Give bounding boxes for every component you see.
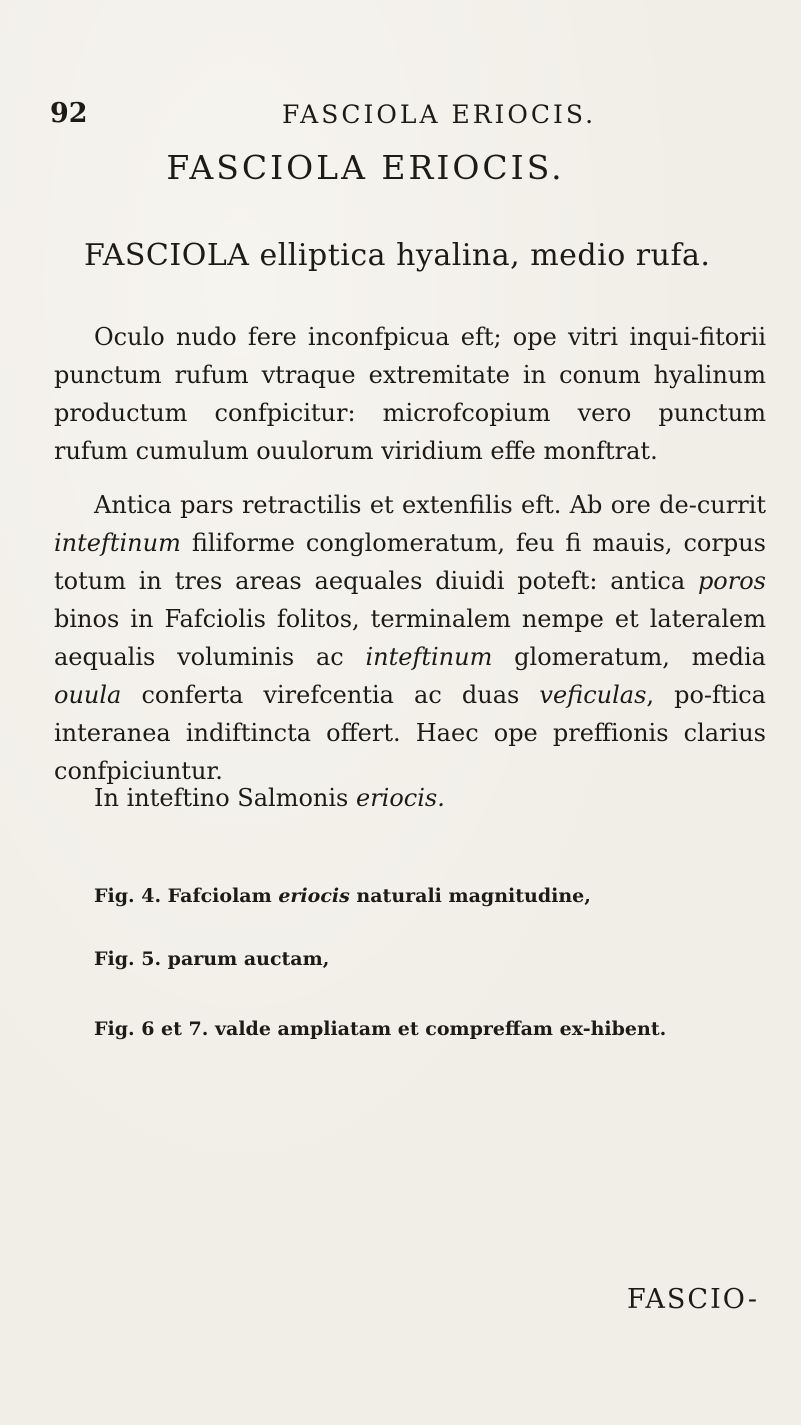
page-header [50, 98, 750, 138]
section-title: FASCIOLA ERIOCIS. [166, 148, 565, 187]
figure-label: Fig. 6 et 7. [94, 1018, 209, 1040]
habitat-text: In inteftino Salmonis [94, 784, 356, 812]
figure-italic: eriocis [278, 885, 350, 907]
italic-term: ouula [54, 681, 122, 709]
paragraph-text: Oculo nudo fere inconfpicua eft; ope vitri inqui-fitorii punctum rufum vtraque extremitate in conum hyalinum productum confpicitur: microfcopium vero punctum rufum cumulum ouulorum viridium effe monftrat. [54, 323, 766, 465]
figure-caption-4 [94, 885, 591, 907]
figure-label: Fig. 4. [94, 885, 162, 907]
species-diagnosis: FASCIOLA elliptica hyalina, medio rufa. [84, 238, 711, 273]
paragraph-text: binos in Fafciolis folitos, terminalem nempe et lateralem aequalis voluminis ac [54, 605, 766, 671]
paragraph-text: filiforme conglomeratum, feu fi mauis, corpus totum in tres areas aequales diuidi poteft: antica [54, 529, 766, 595]
figure-text: Fafciolam [161, 885, 279, 907]
habitat-species: eriocis. [356, 784, 445, 812]
running-head: FASCIOLA ERIOCIS. [282, 100, 597, 129]
italic-term: inteftinum [365, 643, 493, 671]
paragraph-text: conferta virefcentia ac duas [121, 681, 540, 709]
figure-caption-5 [94, 948, 329, 970]
figure-text: valde ampliatam et compreffam ex-hibent. [208, 1018, 667, 1040]
italic-term: poros [697, 567, 766, 595]
paragraph-text: , po-ftica interanea indiftincta offert. Haec ope preffionis clarius confpiciuntur. [54, 681, 766, 785]
figure-text: naturali magnitudine, [349, 885, 591, 907]
paragraph-anatomy [54, 486, 766, 790]
habitat-line [94, 784, 445, 812]
paragraph-description [54, 318, 766, 470]
catchword: FASCIO- [627, 1284, 759, 1315]
italic-term: veficulas [539, 681, 647, 709]
figure-caption-6-7 [94, 1010, 774, 1048]
paragraph-text: Antica pars retractilis et extenfilis eft. Ab ore de-currit [94, 491, 766, 519]
italic-term: inteftinum [54, 529, 181, 557]
figure-label: Fig. 5. [94, 948, 162, 970]
page-number: 92 [50, 98, 88, 129]
figure-text: parum auctam, [161, 948, 330, 970]
paragraph-text: glomeratum, media [492, 643, 766, 671]
